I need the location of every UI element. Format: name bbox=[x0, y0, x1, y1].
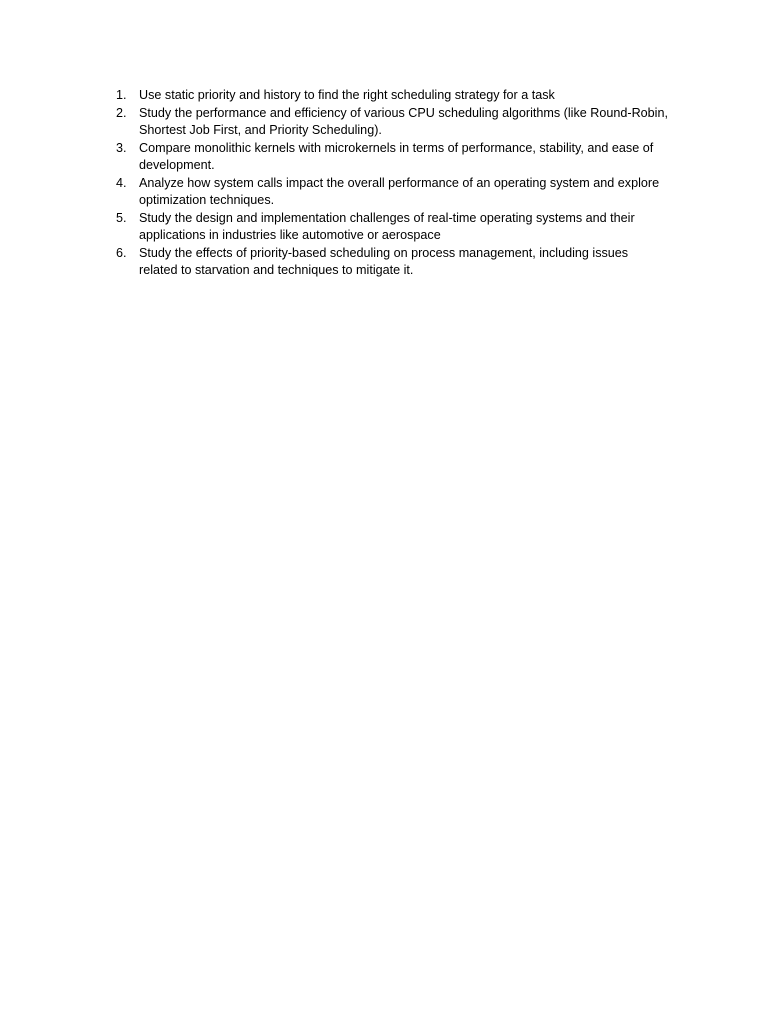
list-item bbox=[108, 175, 668, 210]
list-item-text: Study the performance and efficiency of various CPU scheduling algorithms (like Round-Robin, Shortest Job First, and Priority Scheduling). bbox=[139, 105, 668, 137]
list-item-number: 5. bbox=[116, 210, 127, 225]
numbered-list bbox=[108, 87, 668, 280]
list-item bbox=[108, 210, 668, 245]
list-item bbox=[108, 105, 668, 140]
list-item-text: Study the design and implementation challenges of real-time operating systems and their applications in industries like automotive or aerospace bbox=[139, 210, 635, 242]
list-item bbox=[108, 140, 668, 175]
list-item-number: 3. bbox=[116, 140, 127, 155]
list-item-text: Use static priority and history to find the right scheduling strategy for a task bbox=[139, 88, 555, 102]
list-item-number: 2. bbox=[116, 105, 127, 120]
list-item-text: Study the effects of priority-based scheduling on process management, including issues related to starvation and techniques to mitigate it. bbox=[139, 245, 629, 277]
list-item bbox=[108, 245, 668, 280]
list-item-number: 1. bbox=[116, 88, 127, 102]
list-item bbox=[108, 87, 668, 105]
list-item-number: 6. bbox=[116, 245, 127, 260]
list-item-text: Analyze how system calls impact the overall performance of an operating system and explore optimization techniques. bbox=[139, 175, 660, 207]
list-item-text: Compare monolithic kernels with microkernels in terms of performance, stability, and ease of development. bbox=[139, 140, 654, 172]
list-item-number: 4. bbox=[116, 175, 127, 190]
